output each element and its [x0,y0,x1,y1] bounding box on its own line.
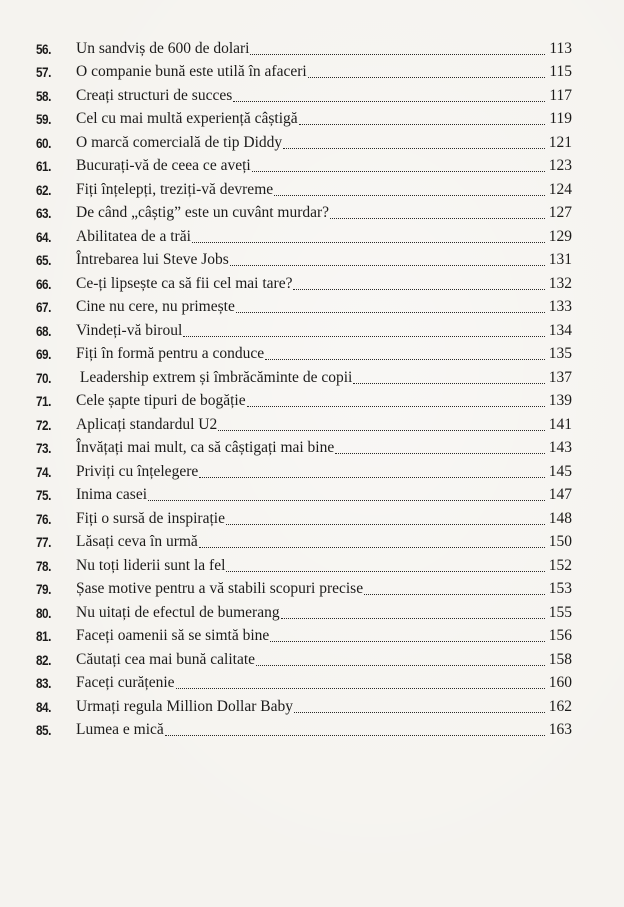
chapter-number: 71. [36,393,51,410]
chapter-title: Inima casei [76,486,148,504]
chapter-title: Abilitatea de a trăi [76,227,191,245]
dot-leader [183,336,545,337]
chapter-title: Fiți înțelepți, treziți-vă devreme [76,180,274,198]
dot-leader [335,453,545,454]
dot-leader [218,430,545,431]
page-number: 143 [548,439,572,457]
chapter-number: 84. [36,698,51,715]
dot-leader [252,171,545,172]
dot-leader [250,54,545,55]
chapter-title: Faceți oamenii să se simtă bine [76,627,270,645]
page-number: 123 [548,157,572,175]
dot-leader [199,477,545,478]
toc-entry [36,155,572,179]
chapter-title: Creați structuri de succes [76,86,233,104]
toc-entry [36,437,572,461]
toc-entry [36,343,572,367]
dot-leader [176,688,545,689]
chapter-number: 65. [36,252,51,269]
page-number: 124 [548,180,572,198]
chapter-title: De când „câștig” este un cuvânt murdar? [76,204,330,222]
page-number: 135 [548,345,572,363]
chapter-number: 79. [36,581,51,598]
dot-leader [293,289,545,290]
toc-entry [36,390,572,414]
chapter-title: Cel cu mai multă experiență câștigă [76,110,298,128]
toc-entry [36,719,572,743]
chapter-number: 61. [36,158,51,175]
toc-entry [36,648,572,672]
chapter-number: 59. [36,111,51,128]
page-number: 115 [549,63,572,81]
page-number: 139 [548,392,572,410]
toc-entry [36,695,572,719]
page-number: 163 [548,721,572,739]
page-number: 119 [549,110,572,128]
chapter-number: 70. [36,369,51,386]
chapter-title: Ce-ți lipsește ca să fii cel mai tare? [76,274,293,292]
chapter-title: Urmați regula Million Dollar Baby [76,697,293,715]
toc-entry [36,601,572,625]
page-number: 148 [548,509,572,527]
chapter-title: Lăsați ceva în urmă [76,533,198,551]
toc-entry [36,460,572,484]
toc-entry [36,61,572,85]
chapter-title: Lumea e mică [76,721,164,739]
dot-leader [330,218,545,219]
chapter-number: 63. [36,205,51,222]
chapter-title: Căutați cea mai bună calitate [76,650,256,668]
chapter-number: 75. [36,487,51,504]
toc-entry [36,84,572,108]
chapter-number: 67. [36,299,51,316]
chapter-title: Nu uitați de efectul de bumerang [76,603,280,621]
toc-entry [36,249,572,273]
page-number: 121 [548,133,572,151]
chapter-title: Nu toți liderii sunt la fel [76,556,226,574]
chapter-number: 69. [36,346,51,363]
dot-leader [353,383,545,384]
dot-leader [165,735,545,736]
chapter-title: Fiți o sursă de inspirație [76,509,225,527]
toc-entry [36,578,572,602]
page-number: 129 [548,227,572,245]
dot-leader [294,712,545,713]
page-number: 153 [548,580,572,598]
dot-leader [308,77,545,78]
toc-entry [36,554,572,578]
page-number: 150 [548,533,572,551]
chapter-title: Faceți curățenie [76,674,175,692]
dot-leader [281,618,545,619]
chapter-title: Vindeți-vă biroul [76,321,183,339]
toc-entry [36,108,572,132]
toc-entry [36,272,572,296]
toc-entry [36,484,572,508]
page-number: 141 [548,415,572,433]
chapter-number: 83. [36,675,51,692]
chapter-number: 58. [36,87,51,104]
chapter-title: Un sandviș de 600 de dolari [76,39,250,57]
chapter-number: 57. [36,64,51,81]
dot-leader [230,265,545,266]
page-number: 131 [548,251,572,269]
toc-entry [36,178,572,202]
toc-entry [36,225,572,249]
chapter-title: Șase motive pentru a vă stabili scopuri precise [76,580,364,598]
chapter-number: 74. [36,463,51,480]
dot-leader [274,195,545,196]
toc-entry [36,202,572,226]
dot-leader [265,359,545,360]
chapter-title: O companie bună este utilă în afaceri [76,63,307,81]
chapter-number: 66. [36,275,51,292]
dot-leader [299,124,545,125]
dot-leader [236,312,545,313]
toc-entry [36,131,572,155]
page-number: 132 [548,274,572,292]
dot-leader [283,148,545,149]
chapter-title: Aplicați standardul U2 [76,415,218,433]
page-number: 158 [548,650,572,668]
chapter-number: 60. [36,134,51,151]
toc-entry [36,625,572,649]
toc-entry [36,37,572,61]
page-number: 147 [548,486,572,504]
dot-leader [247,406,545,407]
chapter-title: Învățați mai mult, ca să câștigați mai bine [76,439,335,457]
page-number: 160 [548,674,572,692]
chapter-number: 56. [36,40,51,57]
chapter-number: 73. [36,440,51,457]
chapter-title: Priviți cu înțelegere [76,462,199,480]
page-number: 133 [548,298,572,316]
toc-entry [36,672,572,696]
page-number: 127 [548,204,572,222]
page-number: 117 [549,86,572,104]
chapter-number: 78. [36,557,51,574]
chapter-number: 82. [36,651,51,668]
dot-leader [233,101,545,102]
chapter-number: 68. [36,322,51,339]
dot-leader [192,242,545,243]
toc-entry [36,319,572,343]
chapter-number: 80. [36,604,51,621]
chapter-title: O marcă comercială de tip Diddy [76,133,283,151]
toc-entry [36,507,572,531]
toc-entry [36,413,572,437]
chapter-title: Bucurați-vă de ceea ce aveți [76,157,251,175]
toc-entry [36,296,572,320]
chapter-number: 72. [36,416,51,433]
page-number: 162 [548,697,572,715]
chapter-title: Cele șapte tipuri de bogăție [76,392,246,410]
chapter-number: 62. [36,181,51,198]
chapter-number: 81. [36,628,51,645]
chapter-title: Leadership extrem și îmbrăcăminte de copii [76,368,353,386]
chapter-title: Fiți în formă pentru a conduce [76,345,265,363]
page-number: 155 [548,603,572,621]
chapter-number: 77. [36,534,51,551]
chapter-number: 76. [36,510,51,527]
page-number: 152 [548,556,572,574]
page-number: 145 [548,462,572,480]
dot-leader [199,547,545,548]
page-number: 134 [548,321,572,339]
toc-entry [36,366,572,390]
dot-leader [364,594,545,595]
chapter-title: Întrebarea lui Steve Jobs [76,251,229,269]
page-number: 113 [549,39,572,57]
chapter-title: Cine nu cere, nu primește [76,298,235,316]
dot-leader [270,641,545,642]
toc-entry [36,531,572,555]
dot-leader [148,500,545,501]
chapter-number: 64. [36,228,51,245]
dot-leader [256,665,545,666]
chapter-number: 85. [36,722,51,739]
table-of-contents [36,37,572,742]
dot-leader [226,571,545,572]
page-number: 137 [548,368,572,386]
page-number: 156 [548,627,572,645]
dot-leader [226,524,545,525]
